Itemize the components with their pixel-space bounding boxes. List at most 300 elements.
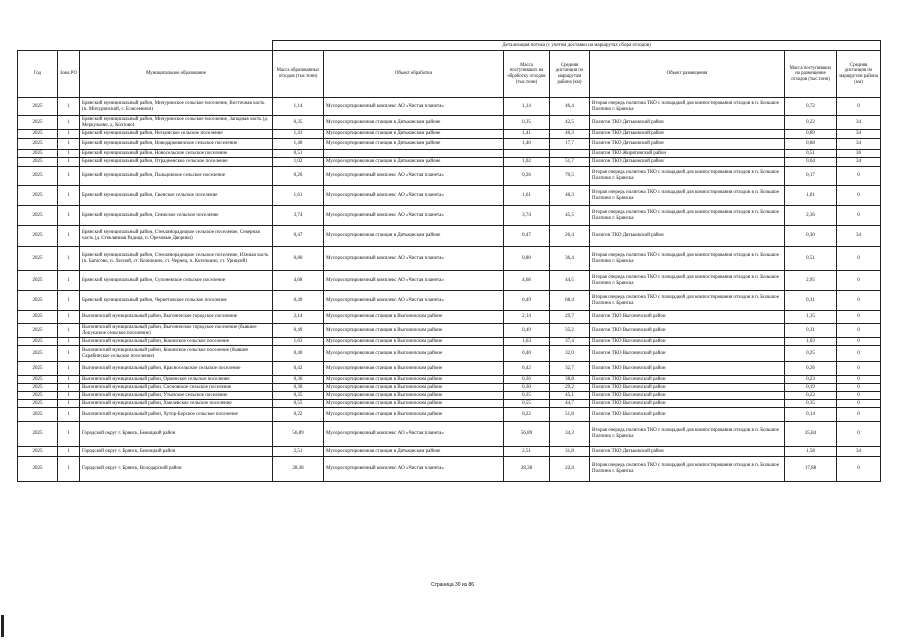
row-mass-to-processing: 0,49: [504, 291, 550, 311]
row-placement-object: Полигон ТКО Выгоничский район: [590, 346, 785, 362]
row-placement-object: Вторая очередь полигона ТКО с площадкой для компостирования отходов в п. Большое Полпино г. Брянска: [590, 457, 785, 482]
row-mass-to-placement: 0,23: [785, 376, 837, 384]
row-processing-object: Мусоросортировочная станция в Выгоничском районе: [324, 392, 504, 400]
row-distance-processing: 35,2: [550, 324, 590, 338]
row-year: 2025: [18, 130, 58, 139]
row-distance-processing: 46,3: [550, 186, 590, 206]
col-mass-to-processing: Масса поступивших на обработку отходов (тыс.тонн): [504, 51, 550, 98]
row-year: 2025: [18, 158, 58, 167]
row-year: 2025: [18, 400, 58, 408]
row-zone: 1: [58, 116, 80, 130]
row-placement-object: Вторая очередь полигона ТКО с площадкой для компостирования отходов в п. Большое Полпино г. Брянска: [590, 291, 785, 311]
row-mass-to-placement: 0,72: [785, 98, 837, 116]
table-row: [18, 392, 881, 400]
table-row: [18, 167, 881, 186]
row-placement-object: Вторая очередь полигона ТКО с площадкой для компостирования отходов в п. Большое Полпино г. Брянска: [590, 247, 785, 271]
row-zone: 1: [58, 98, 80, 116]
row-distance-processing: 44,5: [550, 271, 590, 291]
row-placement-object: Вторая очередь полигона ТКО с площадкой для компостирования отходов в п. Большое Полпино г. Брянска: [590, 271, 785, 291]
row-municipality: Брянский муниципальный район, Стеклянорадицкое сельское поселение, Северная часть (д. Стеклянная Радица, п. Ореховые Дворики): [80, 226, 273, 247]
row-zone: 1: [58, 346, 80, 362]
row-mass-to-placement: 0,51: [785, 150, 837, 158]
row-year: 2025: [18, 362, 58, 376]
row-mass-to-placement: 0,22: [785, 392, 837, 400]
table-row: [18, 447, 881, 457]
row-processing-object: Мусоросортировочный комплекс АО «Чистая планета»: [324, 98, 504, 116]
row-municipality: Выгоничский муниципальный район, Выгоничское городское поселение (бывшее Лопушское сельское поселение): [80, 324, 273, 338]
row-mass-to-placement: 0,19: [785, 384, 837, 392]
row-mass-to-placement: 0,26: [785, 362, 837, 376]
row-distance-placement: 0: [837, 98, 881, 116]
row-mass-generated: 0,49: [273, 291, 324, 311]
row-municipality: Выгоничский муниципальный район, Сосновское сельское поселение: [80, 384, 273, 392]
row-placement-object: Вторая очередь полигона ТКО с площадкой для компостирования отходов в п. Большое Полпино г. Брянска: [590, 422, 785, 447]
row-municipality: Брянский муниципальный район, Нетьинское сельское поселение: [80, 130, 273, 139]
row-mass-to-placement: 0,25: [785, 346, 837, 362]
row-processing-object: Мусоросортировочная станция в Выгоничском районе: [324, 346, 504, 362]
row-processing-object: Мусоросортировочный комплекс АО «Чистая планета»: [324, 247, 504, 271]
row-processing-object: [324, 150, 504, 158]
row-placement-object: Полигон ТКО Выгоничский район: [590, 408, 785, 422]
row-distance-placement: 0: [837, 408, 881, 422]
row-mass-to-placement: 0,89: [785, 130, 837, 139]
row-zone: 1: [58, 226, 80, 247]
row-mass-to-processing: 0,30: [504, 384, 550, 392]
row-mass-to-processing: 4,68: [504, 271, 550, 291]
row-mass-generated: 0,80: [273, 247, 324, 271]
row-distance-processing: 68,4: [550, 291, 590, 311]
row-municipality: Брянский муниципальный район, Снежское сельское поселение: [80, 206, 273, 226]
row-year: 2025: [18, 384, 58, 392]
row-mass-generated: 56,89: [273, 422, 324, 447]
row-processing-object: Мусоросортировочная станция в Дятьковском районе: [324, 139, 504, 150]
table-row: [18, 362, 881, 376]
row-distance-placement: 0: [837, 324, 881, 338]
row-placement-object: Вторая очередь полигона ТКО с площадкой для компостирования отходов в п. Большое Полпино г. Брянска: [590, 167, 785, 186]
row-placement-object: Вторая очередь полигона ТКО с площадкой для компостирования отходов в п. Большое Полпино г. Брянска: [590, 206, 785, 226]
row-distance-placement: 36: [837, 150, 881, 158]
row-distance-processing: 31,8: [550, 447, 590, 457]
page-number: Страница 30 из 86: [430, 582, 475, 588]
row-mass-to-placement: 35,84: [785, 422, 837, 447]
row-zone: 1: [58, 271, 80, 291]
row-distance-placement: 34: [837, 116, 881, 130]
row-year: 2025: [18, 311, 58, 324]
row-distance-placement: 0: [837, 186, 881, 206]
row-processing-object: Мусоросортировочная станция в Выгоничском районе: [324, 362, 504, 376]
row-year: 2025: [18, 116, 58, 130]
row-distance-processing: 17,7: [550, 139, 590, 150]
row-distance-processing: 29,2: [550, 384, 590, 392]
row-distance-processing: 44,7: [550, 400, 590, 408]
row-distance-placement: 0: [837, 457, 881, 482]
row-mass-to-processing: 0,40: [504, 346, 550, 362]
row-municipality: Выгоничский муниципальный район, Хутор-Борское сельское поселение: [80, 408, 273, 422]
row-processing-object: Мусоросортировочная станция в Выгоничском районе: [324, 338, 504, 346]
row-mass-to-placement: 0,31: [785, 324, 837, 338]
table-row: [18, 271, 881, 291]
row-distance-placement: 0: [837, 422, 881, 447]
waste-flow-table: [17, 40, 881, 482]
row-zone: 1: [58, 422, 80, 447]
row-distance-placement: 0: [837, 206, 881, 226]
row-mass-to-placement: 1,01: [785, 186, 837, 206]
row-zone: 1: [58, 324, 80, 338]
row-zone: 1: [58, 376, 80, 384]
row-mass-to-processing: 0,22: [504, 408, 550, 422]
table-row: [18, 376, 881, 384]
row-mass-generated: 28,38: [273, 457, 324, 482]
row-year: 2025: [18, 457, 58, 482]
row-zone: 1: [58, 139, 80, 150]
row-placement-object: Полигон ТКО Выгоничский район: [590, 338, 785, 346]
col-placement-object: Объект размещения: [590, 51, 785, 98]
row-placement-object: Полигон ТКО Выгоничский район: [590, 384, 785, 392]
row-mass-to-placement: 2,36: [785, 206, 837, 226]
table-row: [18, 408, 881, 422]
row-placement-object: Вторая очередь полигона ТКО с площадкой для компостирования отходов в п. Большое Полпино г. Брянска: [590, 186, 785, 206]
row-year: 2025: [18, 392, 58, 400]
row-year: 2025: [18, 346, 58, 362]
row-processing-object: Мусоросортировочная станция в Дятьковском районе: [324, 116, 504, 130]
row-mass-generated: 1,41: [273, 130, 324, 139]
row-mass-to-processing: 3,74: [504, 206, 550, 226]
row-mass-to-processing: 2,14: [504, 311, 550, 324]
row-mass-generated: 0,49: [273, 324, 324, 338]
row-placement-object: Полигон ТКО Дятьковский район: [590, 226, 785, 247]
row-mass-to-placement: 0,88: [785, 139, 837, 150]
row-distance-placement: 0: [837, 271, 881, 291]
row-distance-processing: 32,7: [550, 362, 590, 376]
row-mass-to-processing: 2,51: [504, 447, 550, 457]
header-group-title: Детализация потока (с учетом доставки на маршрутах сбора отходов): [273, 41, 881, 51]
row-distance-placement: 34: [837, 447, 881, 457]
table-row: [18, 206, 881, 226]
row-year: 2025: [18, 139, 58, 150]
table-row: [18, 324, 881, 338]
row-mass-generated: 0,30: [273, 384, 324, 392]
row-municipality: Брянский муниципальный район, Новосельское сельское поселение: [80, 150, 273, 158]
row-municipality: Выгоничский муниципальный район, Красносельское сельское поселение: [80, 362, 273, 376]
row-processing-object: Мусоросортировочная станция в Дятьковском районе: [324, 226, 504, 247]
row-processing-object: Мусоросортировочный комплекс АО «Чистая планета»: [324, 186, 504, 206]
table-row: [18, 226, 881, 247]
page-edge-mark: [1, 615, 4, 637]
table-row: [18, 457, 881, 482]
row-zone: 1: [58, 247, 80, 271]
row-mass-generated: 0,36: [273, 376, 324, 384]
row-zone: 1: [58, 400, 80, 408]
row-placement-object: Полигон ТКО Дятьковский район: [590, 139, 785, 150]
row-mass-to-placement: 0,30: [785, 226, 837, 247]
row-year: 2025: [18, 376, 58, 384]
row-distance-placement: 0: [837, 384, 881, 392]
row-municipality: Выгоничский муниципальный район, Утынское сельское поселение: [80, 392, 273, 400]
row-mass-to-processing: 0,26: [504, 167, 550, 186]
row-mass-to-processing: 1,41: [504, 130, 550, 139]
row-mass-to-placement: 0,35: [785, 400, 837, 408]
row-processing-object: Мусоросортировочная станция в Выгоничском районе: [324, 408, 504, 422]
row-municipality: Брянский муниципальный район, Мичуринское сельское поселение, Западная часть (д. Меркульево, д. Колтово): [80, 116, 273, 130]
row-municipality: Брянский муниципальный район, Мичуринское сельское поселение, Восточная часть (п. Мичуринский, с. Елисеевичи): [80, 98, 273, 116]
row-placement-object: Полигон ТКО Жирятинский район: [590, 150, 785, 158]
row-distance-placement: 0: [837, 376, 881, 384]
row-mass-to-processing: 1,40: [504, 139, 550, 150]
row-mass-generated: 0,26: [273, 167, 324, 186]
table-row: [18, 247, 881, 271]
row-distance-processing: 51,8: [550, 408, 590, 422]
row-mass-to-processing: [504, 150, 550, 158]
row-mass-to-processing: 0,35: [504, 392, 550, 400]
row-processing-object: Мусоросортировочная станция в Дятьковском районе: [324, 158, 504, 167]
row-mass-to-placement: 2,95: [785, 271, 837, 291]
row-municipality: Брянский муниципальный район, Новодарковичское сельское поселение: [80, 139, 273, 150]
row-mass-to-placement: 0,31: [785, 291, 837, 311]
row-mass-to-processing: 28,38: [504, 457, 550, 482]
row-municipality: Выгоничский муниципальный район, Кокинское сельское поселение: [80, 338, 273, 346]
row-placement-object: Полигон ТКО Выгоничский район: [590, 324, 785, 338]
row-mass-to-processing: 0,42: [504, 362, 550, 376]
row-mass-generated: 3,74: [273, 206, 324, 226]
header-columns-row: [18, 51, 881, 98]
row-distance-placement: 34: [837, 226, 881, 247]
row-distance-processing: 38,8: [550, 376, 590, 384]
row-distance-processing: 51,7: [550, 158, 590, 167]
col-mass-to-placement: Масса поступивших на размещение отходов (тыс.тонн): [785, 51, 837, 98]
row-distance-placement: 0: [837, 346, 881, 362]
row-mass-generated: 1,63: [273, 338, 324, 346]
row-mass-to-processing: 1,02: [504, 158, 550, 167]
row-mass-generated: 0,47: [273, 226, 324, 247]
table-row: [18, 400, 881, 408]
row-processing-object: Мусоросортировочный комплекс АО «Чистая планета»: [324, 271, 504, 291]
table-row: [18, 346, 881, 362]
col-zone: Зона РО: [58, 51, 80, 98]
row-distance-processing: 70,5: [550, 167, 590, 186]
row-distance-placement: 0: [837, 167, 881, 186]
row-year: 2025: [18, 150, 58, 158]
table-body: [18, 98, 881, 482]
row-processing-object: Мусоросортировочный комплекс АО «Чистая планета»: [324, 167, 504, 186]
row-municipality: Брянский муниципальный район, Супоневское сельское поселение: [80, 271, 273, 291]
row-year: 2025: [18, 247, 58, 271]
row-zone: 1: [58, 311, 80, 324]
row-placement-object: Полигон ТКО Дятьковский район: [590, 116, 785, 130]
row-distance-placement: 0: [837, 392, 881, 400]
row-municipality: Брянский муниципальный район, Чернетовское сельское поселение: [80, 291, 273, 311]
row-mass-generated: 4,68: [273, 271, 324, 291]
row-mass-to-placement: 17,88: [785, 457, 837, 482]
row-mass-to-processing: 0,55: [504, 400, 550, 408]
table-row: [18, 116, 881, 130]
row-mass-to-placement: 0,64: [785, 158, 837, 167]
row-municipality: Городской округ г. Брянск, Бежицкий район: [80, 447, 273, 457]
row-distance-placement: 0: [837, 311, 881, 324]
row-distance-processing: 46,4: [550, 98, 590, 116]
row-zone: 1: [58, 167, 80, 186]
row-year: 2025: [18, 271, 58, 291]
row-distance-processing: 45,1: [550, 392, 590, 400]
table-row: [18, 186, 881, 206]
row-zone: 1: [58, 291, 80, 311]
row-placement-object: Полигон ТКО Дятьковский район: [590, 130, 785, 139]
table-row: [18, 422, 881, 447]
row-municipality: Брянский муниципальный район, Отрадненское сельское поселение: [80, 158, 273, 167]
row-distance-processing: 37,4: [550, 338, 590, 346]
table-row: [18, 291, 881, 311]
row-municipality: Выгоничский муниципальный район, Хмелевское сельское поселение: [80, 400, 273, 408]
row-distance-processing: [550, 150, 590, 158]
row-mass-generated: 1,61: [273, 186, 324, 206]
row-distance-processing: 46,3: [550, 130, 590, 139]
row-zone: 1: [58, 338, 80, 346]
row-year: 2025: [18, 408, 58, 422]
row-municipality: Брянский муниципальный район, Свенское сельское поселение: [80, 186, 273, 206]
row-mass-to-placement: 1,58: [785, 447, 837, 457]
row-distance-placement: 0: [837, 400, 881, 408]
row-zone: 1: [58, 408, 80, 422]
row-year: 2025: [18, 338, 58, 346]
row-municipality: Выгоничский муниципальный район, Кокинское сельское поселение (бывшее Скрябинское сельское поселение): [80, 346, 273, 362]
row-mass-generated: 0,55: [273, 400, 324, 408]
col-municipality: Муниципальное образование: [80, 51, 273, 98]
row-mass-generated: 0,51: [273, 150, 324, 158]
row-mass-generated: 0,42: [273, 362, 324, 376]
row-mass-to-placement: 0,22: [785, 116, 837, 130]
row-mass-to-processing: 0,80: [504, 247, 550, 271]
row-municipality: Городской округ г. Брянск, Володарский район: [80, 457, 273, 482]
row-distance-processing: 45,5: [550, 206, 590, 226]
col-distance-processing: Средняя дистанция по маршрутам района (км): [550, 51, 590, 98]
row-mass-generated: 1,40: [273, 139, 324, 150]
row-distance-placement: 34: [837, 139, 881, 150]
row-distance-placement: 0: [837, 362, 881, 376]
row-placement-object: Полигон ТКО Выгоничский район: [590, 392, 785, 400]
row-zone: 1: [58, 186, 80, 206]
row-processing-object: Мусоросортировочный комплекс АО «Чистая планета»: [324, 457, 504, 482]
row-mass-generated: 0,40: [273, 346, 324, 362]
row-placement-object: Полигон ТКО Выгоничский район: [590, 362, 785, 376]
row-processing-object: Мусоросортировочная станция в Выгоничском районе: [324, 384, 504, 392]
row-municipality: Городской округ г. Брянск, Бежицкий район: [80, 422, 273, 447]
row-processing-object: Мусоросортировочная станция в Выгоничском районе: [324, 400, 504, 408]
row-mass-generated: 0,35: [273, 116, 324, 130]
row-mass-to-processing: 1,14: [504, 98, 550, 116]
row-placement-object: Полигон ТКО Дятьковский район: [590, 158, 785, 167]
row-zone: 1: [58, 457, 80, 482]
row-placement-object: Полигон ТКО Выгоничский район: [590, 311, 785, 324]
row-year: 2025: [18, 98, 58, 116]
row-year: 2025: [18, 447, 58, 457]
row-year: 2025: [18, 167, 58, 186]
row-mass-generated: 1,14: [273, 98, 324, 116]
row-placement-object: Полигон ТКО Дятьковский район: [590, 447, 785, 457]
row-zone: 1: [58, 384, 80, 392]
row-processing-object: Мусоросортировочная станция в Выгоничском районе: [324, 376, 504, 384]
row-distance-placement: 34: [837, 130, 881, 139]
row-distance-processing: 29,7: [550, 311, 590, 324]
table-row: [18, 139, 881, 150]
row-year: 2025: [18, 422, 58, 447]
row-mass-to-placement: 1,35: [785, 311, 837, 324]
row-placement-object: Полигон ТКО Выгоничский район: [590, 376, 785, 384]
table-row: [18, 130, 881, 139]
row-distance-processing: 22,4: [550, 457, 590, 482]
row-mass-generated: 0,35: [273, 392, 324, 400]
row-mass-to-placement: 1,03: [785, 338, 837, 346]
row-year: 2025: [18, 291, 58, 311]
row-year: 2025: [18, 324, 58, 338]
row-municipality: Выгоничский муниципальный район, Выгоничское городское поселение: [80, 311, 273, 324]
header-group-row: [18, 41, 881, 51]
row-year: 2025: [18, 206, 58, 226]
row-distance-placement: 0: [837, 338, 881, 346]
row-zone: 1: [58, 362, 80, 376]
row-zone: 1: [58, 150, 80, 158]
row-zone: 1: [58, 130, 80, 139]
row-processing-object: Мусоросортировочная станция в Дятьковском районе: [324, 130, 504, 139]
row-distance-processing: 42,5: [550, 116, 590, 130]
row-distance-processing: 34,3: [550, 422, 590, 447]
row-mass-to-placement: 0,17: [785, 167, 837, 186]
row-distance-placement: 34: [837, 158, 881, 167]
row-distance-placement: 0: [837, 247, 881, 271]
row-distance-processing: 26,4: [550, 226, 590, 247]
row-mass-to-processing: 0,47: [504, 226, 550, 247]
row-processing-object: Мусоросортировочный комплекс АО «Чистая планета»: [324, 422, 504, 447]
row-mass-generated: 0,22: [273, 408, 324, 422]
row-processing-object: Мусоросортировочная станция в Дятьковском районе: [324, 447, 504, 457]
row-mass-to-placement: 0,14: [785, 408, 837, 422]
row-municipality: Брянский муниципальный район, Стеклянорадицкое сельское поселение, Южная часть (п. Батагово, п. Лесной, ст. Козелкино, ст. Чернец, п. Котелкино, ст. Урицкий): [80, 247, 273, 271]
row-year: 2025: [18, 226, 58, 247]
row-distance-processing: 36,4: [550, 247, 590, 271]
row-municipality: Брянский муниципальный район, Пальцовское сельское поселение: [80, 167, 273, 186]
row-processing-object: Мусоросортировочный комплекс АО «Чистая планета»: [324, 291, 504, 311]
row-zone: 1: [58, 158, 80, 167]
col-processing-object: Объект обработки: [324, 51, 504, 98]
row-mass-to-processing: 1,63: [504, 338, 550, 346]
col-mass-generated: Масса образованных отходов (тыс.тонн): [273, 51, 324, 98]
row-year: 2025: [18, 186, 58, 206]
row-distance-processing: 32,0: [550, 346, 590, 362]
row-mass-to-processing: 0,36: [504, 376, 550, 384]
row-mass-to-processing: 0,49: [504, 324, 550, 338]
row-distance-placement: 0: [837, 291, 881, 311]
row-mass-to-processing: 0,35: [504, 116, 550, 130]
row-zone: 1: [58, 206, 80, 226]
table-row: [18, 384, 881, 392]
row-mass-to-processing: 1,61: [504, 186, 550, 206]
row-mass-to-processing: 56,89: [504, 422, 550, 447]
table-row: [18, 98, 881, 116]
col-year: Год: [18, 51, 58, 98]
row-processing-object: Мусоросортировочный комплекс АО «Чистая планета»: [324, 206, 504, 226]
row-placement-object: Вторая очередь полигона ТКО с площадкой для компостирования отходов в п. Большое Полпино г. Брянска: [590, 98, 785, 116]
row-mass-generated: 2,51: [273, 447, 324, 457]
row-processing-object: Мусоросортировочная станция в Выгоничском районе: [324, 324, 504, 338]
row-mass-to-placement: 0,51: [785, 247, 837, 271]
row-mass-generated: 1,02: [273, 158, 324, 167]
col-distance-placement: Средняя дистанция по маршрутам района (км): [837, 51, 881, 98]
row-municipality: Выгоничский муниципальный район, Орменское сельское поселение: [80, 376, 273, 384]
table-row: [18, 150, 881, 158]
table-row: [18, 338, 881, 346]
row-zone: 1: [58, 392, 80, 400]
row-mass-generated: 2,14: [273, 311, 324, 324]
row-placement-object: Полигон ТКО Выгоничский район: [590, 400, 785, 408]
table-row: [18, 158, 881, 167]
